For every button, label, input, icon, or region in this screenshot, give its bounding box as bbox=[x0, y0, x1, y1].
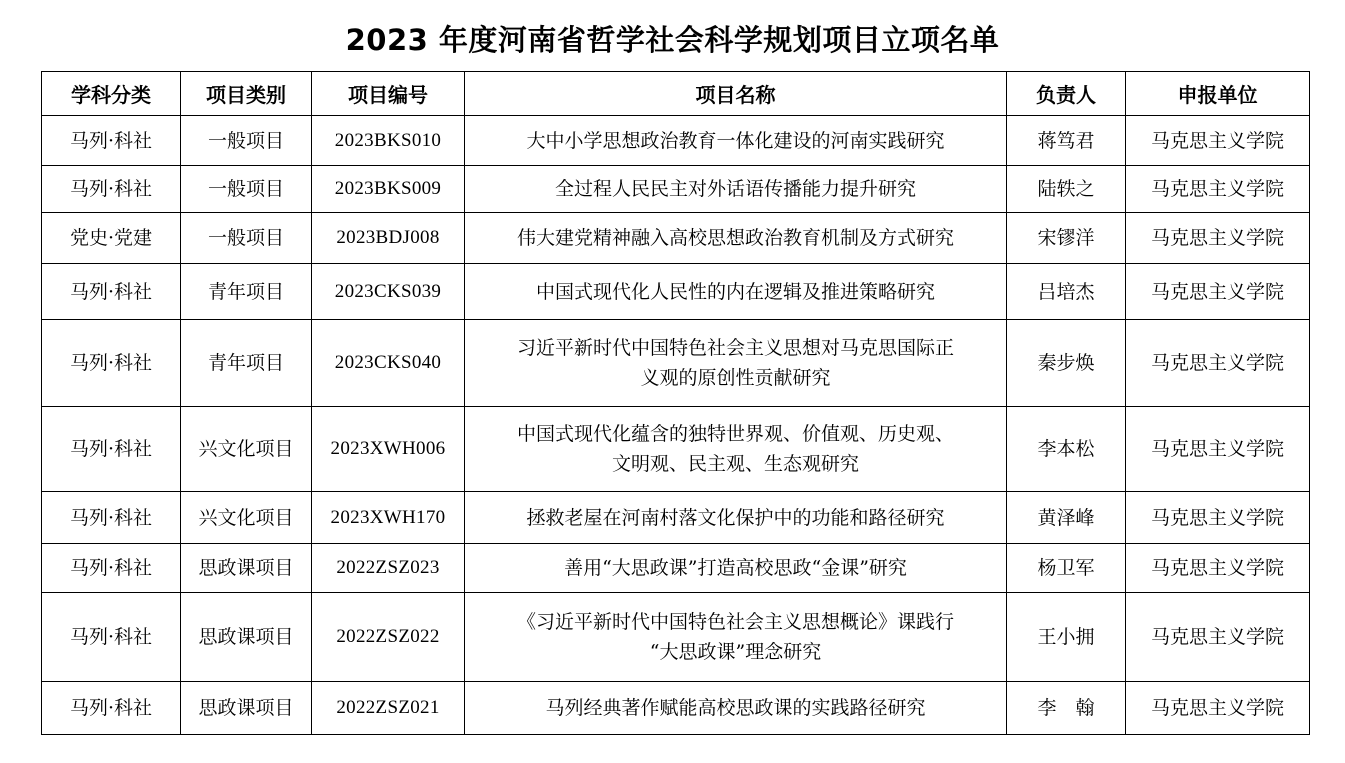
project-name-line: 中国式现代化蕴含的独特世界观、价值观、历史观、 bbox=[516, 423, 954, 445]
cell-project-name bbox=[465, 407, 1007, 492]
cell-code: 2023BKS010 bbox=[312, 116, 465, 166]
cell-project-name bbox=[465, 544, 1007, 593]
cell-project-name bbox=[465, 213, 1007, 264]
project-name-line: 文明观、民主观、生态观研究 bbox=[611, 453, 859, 475]
project-name-line: 拯救老屋在河南村落文化保护中的功能和路径研究 bbox=[526, 506, 945, 529]
cell-code: 2023BKS009 bbox=[312, 166, 465, 213]
table-row bbox=[42, 320, 1310, 407]
cell-discipline: 马列·科社 bbox=[42, 682, 181, 735]
cell-project-name bbox=[465, 682, 1007, 735]
project-name-line: 《习近平新时代中国特色社会主义思想概论》课践行 bbox=[516, 611, 954, 633]
cell-discipline: 党史·党建 bbox=[42, 213, 181, 264]
project-name-line: 马列经典著作赋能高校思政课的实践路径研究 bbox=[545, 697, 926, 719]
cell-unit: 马克思主义学院 bbox=[1126, 320, 1310, 407]
cell-discipline: 马列·科社 bbox=[42, 593, 181, 682]
table-row bbox=[42, 213, 1310, 264]
project-name-line: 全过程人民民主对外话语传播能力提升研究 bbox=[554, 178, 916, 200]
cell-project-name bbox=[465, 593, 1007, 682]
table-row bbox=[42, 264, 1310, 320]
cell-discipline: 马列·科社 bbox=[42, 492, 181, 544]
cell-category: 青年项目 bbox=[181, 320, 312, 407]
cell-category: 兴文化项目 bbox=[181, 407, 312, 492]
cell-code: 2023CKS040 bbox=[312, 320, 465, 407]
cell-discipline: 马列·科社 bbox=[42, 320, 181, 407]
cell-leader: 吕培杰 bbox=[1007, 264, 1126, 320]
cell-discipline: 马列·科社 bbox=[42, 264, 181, 320]
cell-discipline: 马列·科社 bbox=[42, 407, 181, 492]
header-category: 项目类别 bbox=[181, 72, 312, 116]
cell-leader: 王小拥 bbox=[1007, 593, 1126, 682]
cell-leader: 蒋笃君 bbox=[1007, 116, 1126, 166]
header-discipline: 学科分类 bbox=[42, 72, 181, 116]
table-row bbox=[42, 116, 1310, 166]
cell-leader: 秦步焕 bbox=[1007, 320, 1126, 407]
cell-code: 2022ZSZ022 bbox=[312, 593, 465, 682]
cell-unit: 马克思主义学院 bbox=[1126, 682, 1310, 735]
project-name-line: 习近平新时代中国特色社会主义思想对马克思国际正 bbox=[516, 337, 954, 359]
header-code: 项目编号 bbox=[312, 72, 465, 116]
cell-category: 兴文化项目 bbox=[181, 492, 312, 544]
cell-category: 青年项目 bbox=[181, 264, 312, 320]
table-row bbox=[42, 492, 1310, 544]
cell-leader: 黄泽峰 bbox=[1007, 492, 1126, 544]
project-name-line: “大思政课”理念研究 bbox=[649, 641, 822, 663]
project-name-line: 善用“大思政课”打造高校思政“金课”研究 bbox=[564, 557, 907, 579]
cell-discipline: 马列·科社 bbox=[42, 544, 181, 593]
project-name-line: 大中小学思想政治教育一体化建设的河南实践研究 bbox=[526, 129, 945, 152]
table-row bbox=[42, 682, 1310, 735]
cell-leader: 李 翰 bbox=[1007, 682, 1126, 735]
cell-project-name bbox=[465, 116, 1007, 166]
cell-leader: 陆轶之 bbox=[1007, 166, 1126, 213]
cell-code: 2023BDJ008 bbox=[312, 213, 465, 264]
cell-category: 一般项目 bbox=[181, 213, 312, 264]
header-leader: 负责人 bbox=[1007, 72, 1126, 116]
table-row bbox=[42, 166, 1310, 213]
cell-code: 2023XWH006 bbox=[312, 407, 465, 492]
project-list-table bbox=[41, 71, 1310, 735]
cell-category: 一般项目 bbox=[181, 116, 312, 166]
cell-project-name bbox=[465, 264, 1007, 320]
cell-leader: 杨卫军 bbox=[1007, 544, 1126, 593]
cell-discipline: 马列·科社 bbox=[42, 116, 181, 166]
cell-leader: 宋镠洋 bbox=[1007, 213, 1126, 264]
cell-code: 2023XWH170 bbox=[312, 492, 465, 544]
table-header-row bbox=[42, 72, 1310, 116]
cell-project-name bbox=[465, 166, 1007, 213]
cell-unit: 马克思主义学院 bbox=[1126, 166, 1310, 213]
page-title: 2023 年度河南省哲学社会科学规划项目立项名单 bbox=[345, 23, 1000, 57]
cell-unit: 马克思主义学院 bbox=[1126, 116, 1310, 166]
cell-unit: 马克思主义学院 bbox=[1126, 544, 1310, 593]
project-name-line: 义观的原创性贡献研究 bbox=[640, 367, 831, 389]
table-row bbox=[42, 544, 1310, 593]
cell-code: 2022ZSZ021 bbox=[312, 682, 465, 735]
cell-unit: 马克思主义学院 bbox=[1126, 407, 1310, 492]
project-name-line: 伟大建党精神融入高校思想政治教育机制及方式研究 bbox=[516, 227, 954, 249]
cell-category: 思政课项目 bbox=[181, 682, 312, 735]
cell-project-name bbox=[465, 320, 1007, 407]
cell-category: 思政课项目 bbox=[181, 544, 312, 593]
cell-unit: 马克思主义学院 bbox=[1126, 593, 1310, 682]
cell-category: 思政课项目 bbox=[181, 593, 312, 682]
header-name: 项目名称 bbox=[465, 72, 1007, 116]
cell-discipline: 马列·科社 bbox=[42, 166, 181, 213]
cell-code: 2023CKS039 bbox=[312, 264, 465, 320]
cell-leader: 李本松 bbox=[1007, 407, 1126, 492]
cell-unit: 马克思主义学院 bbox=[1126, 492, 1310, 544]
table-row bbox=[42, 593, 1310, 682]
header-unit: 申报单位 bbox=[1126, 72, 1310, 116]
project-name-line: 中国式现代化人民性的内在逻辑及推进策略研究 bbox=[535, 280, 935, 303]
cell-category: 一般项目 bbox=[181, 166, 312, 213]
cell-unit: 马克思主义学院 bbox=[1126, 264, 1310, 320]
table-row bbox=[42, 407, 1310, 492]
cell-project-name bbox=[465, 492, 1007, 544]
cell-unit: 马克思主义学院 bbox=[1126, 213, 1310, 264]
cell-code: 2022ZSZ023 bbox=[312, 544, 465, 593]
